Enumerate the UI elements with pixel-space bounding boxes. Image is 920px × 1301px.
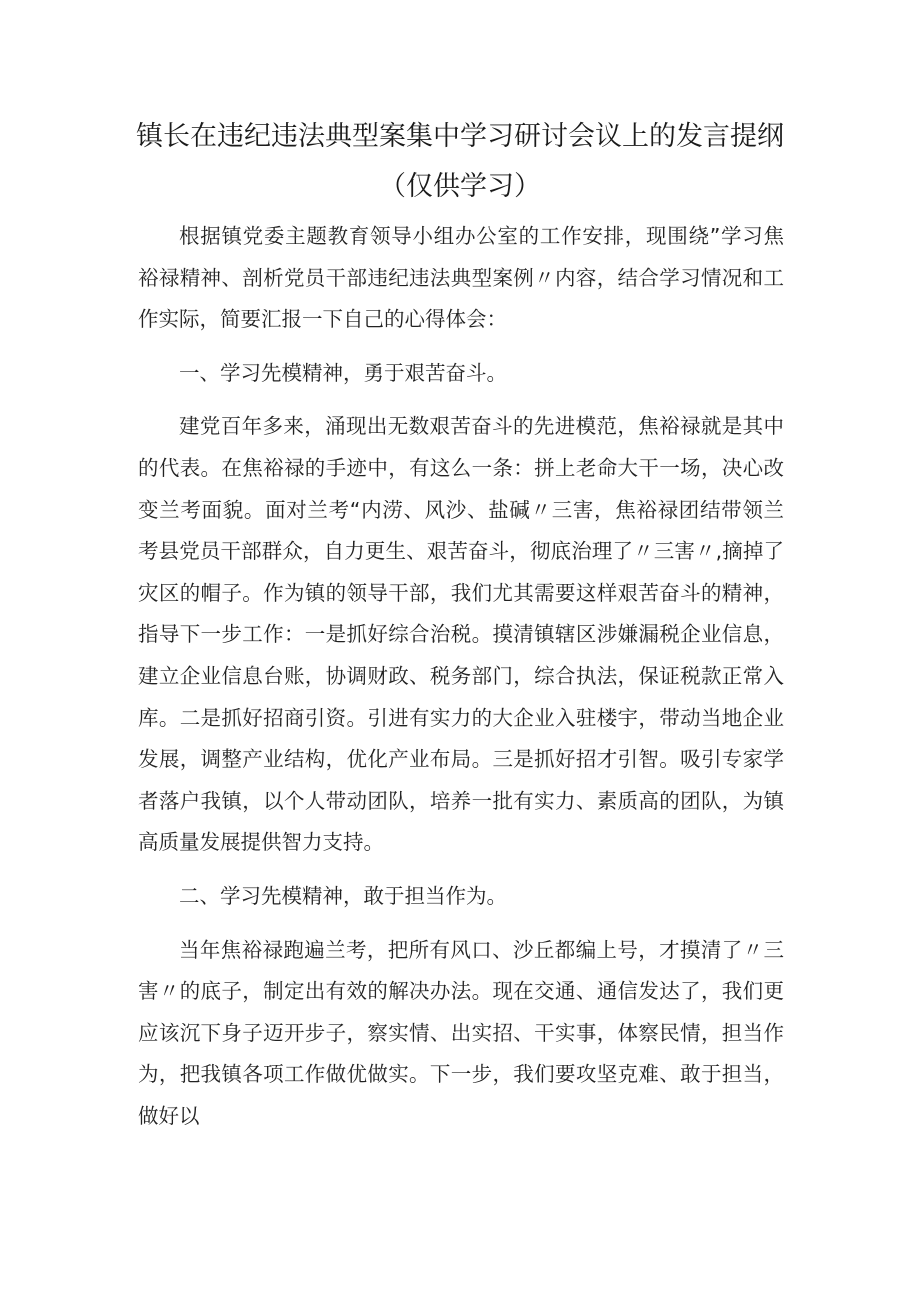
document-body <box>138 216 784 1137</box>
document-title: 镇长在违纪违法典型案集中学习研讨会议上的发言提纲（仅供学习） <box>136 121 784 202</box>
paragraph-intro: 根据镇党委主题教育领导小组办公室的工作安排，现围绕”学习焦裕禄精神、剖析党员干部违纪违法典型案例〃内容，结合学习情况和工作实际，简要汇报一下自己的心得体会： <box>138 224 784 332</box>
paragraph-section-2: 当年焦裕禄跑遍兰考，把所有风口、沙丘都编上号，才摸清了〃三害〃的底子，制定出有效的解决办法。现在交通、通信发达了，我们更应该沉下身子迈开步子，察实情、出实招、干实事，体察民情，担当作为，把我镇各项工作做优做实。下一步，我们要攻坚克难、敢于担当，做好以 <box>138 937 784 1128</box>
section-heading-2: 二、学习先模精神，敢于担当作为。 <box>179 883 507 908</box>
paragraph-section-1: 建党百年多来，涌现出无数艰苦奋斗的先进模范，焦裕禄就是其中的代表。在焦裕禄的手迹中，有这么一条：拼上老命大干一场，决心改变兰考面貌。面对兰考“内涝、风沙、盐碱〃三害，焦裕禄团结带领兰考县党员干部群众，自力更生、艰苦奋斗，彻底治理了〃三害〃,摘掉了灾区的帽子。作为镇的领导干部，我们尤其需要这样艰苦奋斗的精神，指导下一步工作：一是抓好综合治税。摸清镇辖区涉嫌漏税企业信息，建立企业信息台账，协调财政、税务部门，综合执法，保证税款正常入库。二是抓好招商引资。引进有实力的大企业入驻楼宇，带动当地企业发展，调整产业结构，优化产业布局。三是抓好招才引智。吸引专家学者落户我镇，以个人带动团队，培养一批有实力、素质高的团队，为镇高质量发展提供智力支持。 <box>138 414 784 855</box>
section-heading-1: 一、学习先模精神，勇于艰苦奋斗。 <box>179 360 507 385</box>
